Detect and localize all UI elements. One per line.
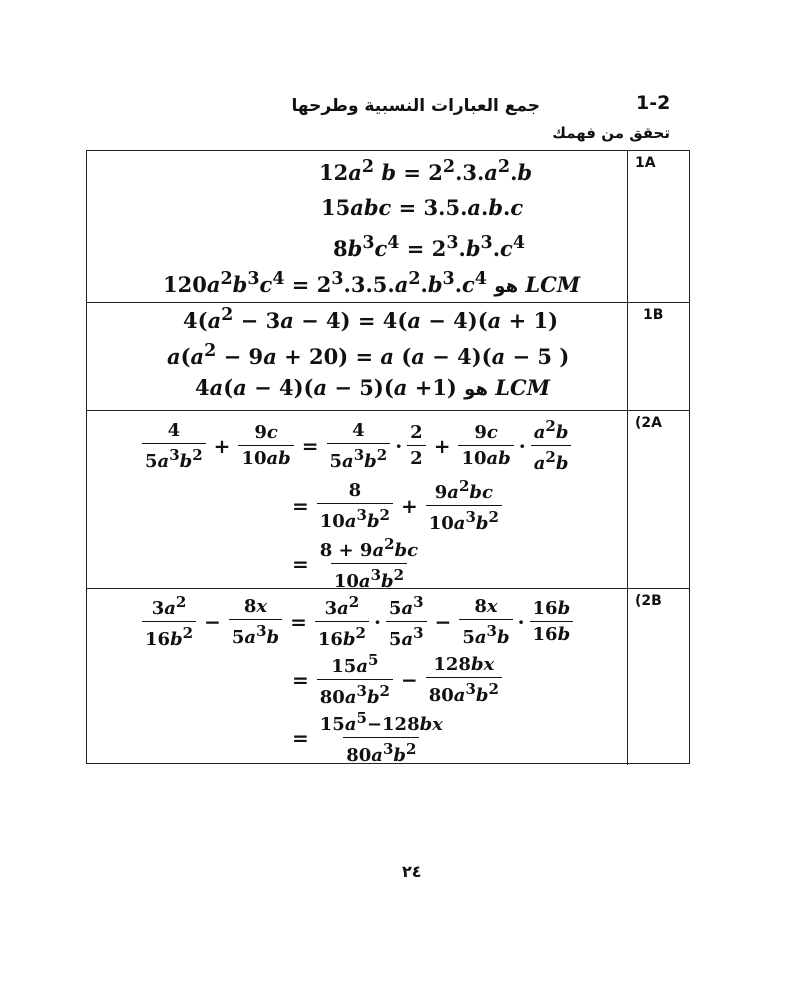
page-number: ٢٤ (402, 862, 422, 881)
section-title: جمع العبارات النسبية وطرحها (291, 96, 540, 116)
solutions-table (86, 150, 690, 764)
lcm-word: هو (494, 276, 519, 297)
eq-1b-line2: $a(a^2 - 9a + 20) = a$ (a − 4)(a − 5 ) (167, 341, 570, 369)
eq-1a-line2: 15abc = 3.5.a.b.c (321, 195, 524, 220)
row-2a (87, 411, 689, 592)
eq-2a-line2: = $\frac{8}{10a^3b^2}$ + $\frac{9a^2bc}{10a^3b^2}$ (287, 477, 505, 534)
eq-2b-line3: = $\frac{15a^5-128bx}{80a^3b^2}$ (292, 709, 443, 766)
column-divider (627, 589, 628, 765)
lcm-word: هو (464, 379, 488, 400)
label-2b: (2B (635, 593, 662, 609)
eq-2a-line1: $\frac{4}{5a^3b^2}$ + $\frac{9c}{10ab}$ = $\frac{4}{5a^3b^2}$ · $\frac{2}{2}$ + $\frac{9c}{10ab}$ · $\frac{a^2b}{a^2b}$ (139, 417, 574, 474)
row-2b (87, 589, 689, 765)
eq-1a-line3: $8b^3c^4 = 2^3.b^3.c^4$ (333, 233, 525, 261)
eq-1b-lcm: 4a(a − 4)(a − 5)(a +1) هو LCM (195, 375, 550, 400)
row-1b (87, 303, 689, 411)
eq-1a-line1: $12a^2$ $b = 2^2.3.a^2.b$ (319, 157, 533, 185)
column-divider (627, 411, 628, 588)
label-1a: 1A (635, 155, 656, 171)
eq-1a-lcm: $120a^2b^3c^4 = 2^3.3.5.a^2.b^3.c^4$ هو LCM (163, 269, 581, 297)
section-number: 1-2 (636, 92, 671, 114)
row-1a (87, 151, 689, 303)
eq-2b-line1: $\frac{3a^2}{16b^2}$ − $\frac{8x}{5a^3b}$ = $\frac{3a^2}{16b^2}$ · $\frac{5a^3}{5a^3}$ − $\frac{8x}{5a^3b}$ · $\frac{16b}{16b}$ (139, 593, 576, 650)
column-divider (627, 303, 628, 410)
column-divider (627, 151, 628, 302)
label-1b: 1B (643, 307, 664, 323)
section-subtitle: تحقق من فهمك (552, 124, 670, 142)
eq-2b-line2: = $\frac{15a^5}{80a^3b^2}$ − $\frac{128bx}{80a^3b^2}$ (287, 651, 505, 708)
eq-2a-line3: = $\frac{8 + 9a^2bc}{10a^3b^2}$ (292, 535, 419, 592)
eq-1b-line1: $4(a^2 - 3a - 4) = 4(a - 4)(a + 1)$ (183, 305, 559, 333)
label-2a: (2A (635, 415, 662, 431)
